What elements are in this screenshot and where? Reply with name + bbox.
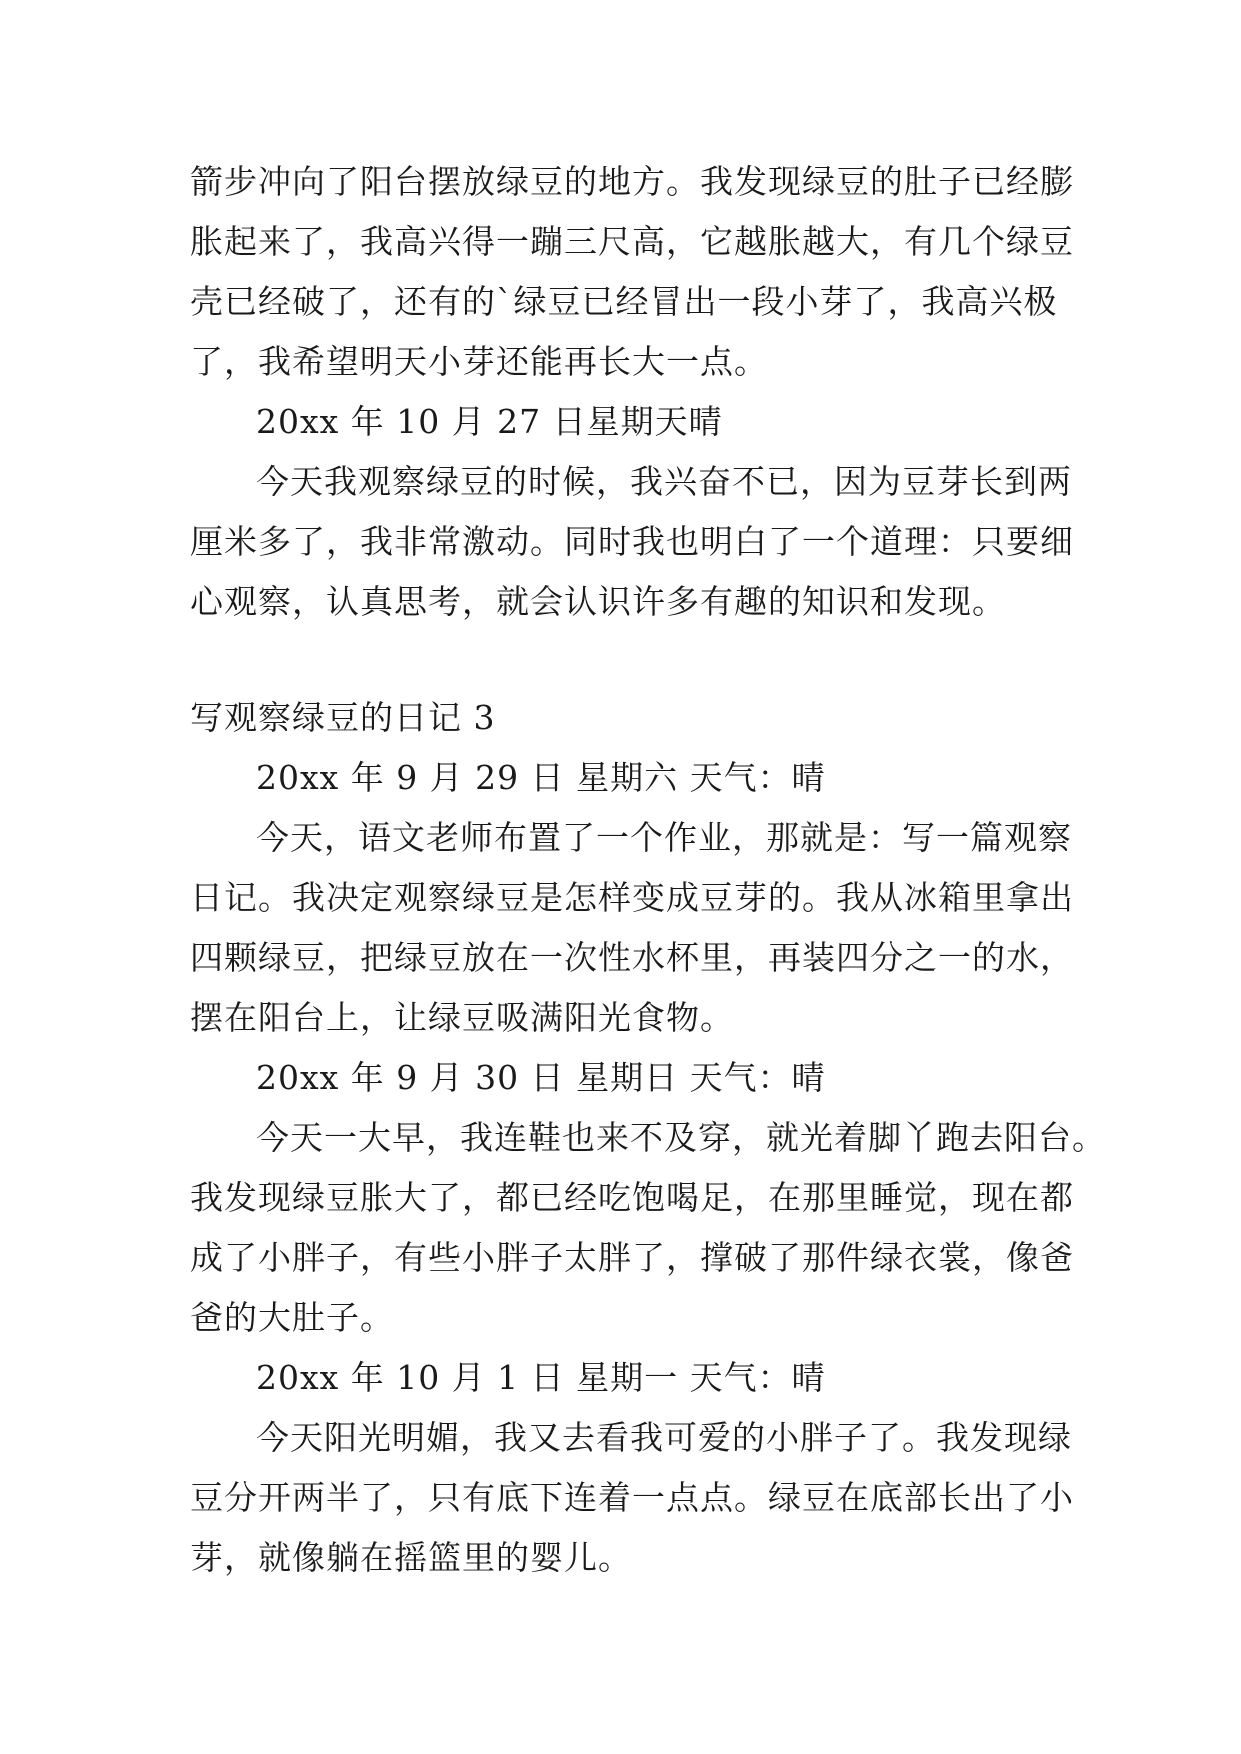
text-line: 日记。我决定观察绿豆是怎样变成豆芽的。我从冰箱里拿出 bbox=[190, 878, 1074, 917]
text-line: 今天，语文老师布置了一个作业，那就是：写一篇观察 bbox=[256, 818, 1072, 857]
entry-date: 20xx 年 9 月 29 日 星期六 天气：晴 bbox=[256, 758, 826, 797]
text-line: 豆分开两半了，只有底下连着一点点。绿豆在底部长出了小 bbox=[190, 1478, 1074, 1517]
text-line: 成了小胖子，有些小胖子太胖了，撑破了那件绿衣裳，像爸 bbox=[190, 1238, 1074, 1277]
text-line: 芽，就像躺在摇篮里的婴儿。 bbox=[190, 1538, 632, 1577]
entry-date: 20xx 年 10 月 27 日星期天晴 bbox=[256, 402, 723, 441]
entry-date: 20xx 年 10 月 1 日 星期一 天气：晴 bbox=[256, 1358, 826, 1397]
text-line: 胀起来了，我高兴得一蹦三尺高，它越胀越大，有几个绿豆 bbox=[190, 222, 1074, 261]
text-line: 心观察，认真思考，就会认识许多有趣的知识和发现。 bbox=[190, 582, 1006, 621]
section-gap bbox=[190, 632, 1070, 688]
text-line: 壳已经破了，还有的`绿豆已经冒出一段小芽了，我高兴极 bbox=[190, 282, 1058, 321]
text-line: 了，我希望明天小芽还能再长大一点。 bbox=[190, 342, 768, 381]
text-line: 爸的大肚子。 bbox=[190, 1298, 394, 1337]
text-line: 厘米多了，我非常激动。同时我也明白了一个道理：只要细 bbox=[190, 522, 1074, 561]
text-line: 今天我观察绿豆的时候，我兴奋不已，因为豆芽长到两 bbox=[256, 462, 1072, 501]
text-line: 今天阳光明媚，我又去看我可爱的小胖子了。我发现绿 bbox=[256, 1418, 1072, 1457]
document-content bbox=[190, 152, 1106, 1588]
text-line: 摆在阳台上，让绿豆吸满阳光食物。 bbox=[190, 998, 734, 1037]
text-line: 我发现绿豆胀大了，都已经吃饱喝足，在那里睡觉，现在都 bbox=[190, 1178, 1074, 1217]
text-line: 四颗绿豆，把绿豆放在一次性水杯里，再装四分之一的水， bbox=[190, 938, 1074, 977]
text-line: 今天一大早，我连鞋也来不及穿，就光着脚丫跑去阳台。 bbox=[256, 1118, 1106, 1157]
text-line: 箭步冲向了阳台摆放绿豆的地方。我发现绿豆的肚子已经膨 bbox=[190, 162, 1074, 201]
entry-date: 20xx 年 9 月 30 日 星期日 天气：晴 bbox=[256, 1058, 826, 1097]
section-title: 写观察绿豆的日记 3 bbox=[190, 698, 496, 737]
